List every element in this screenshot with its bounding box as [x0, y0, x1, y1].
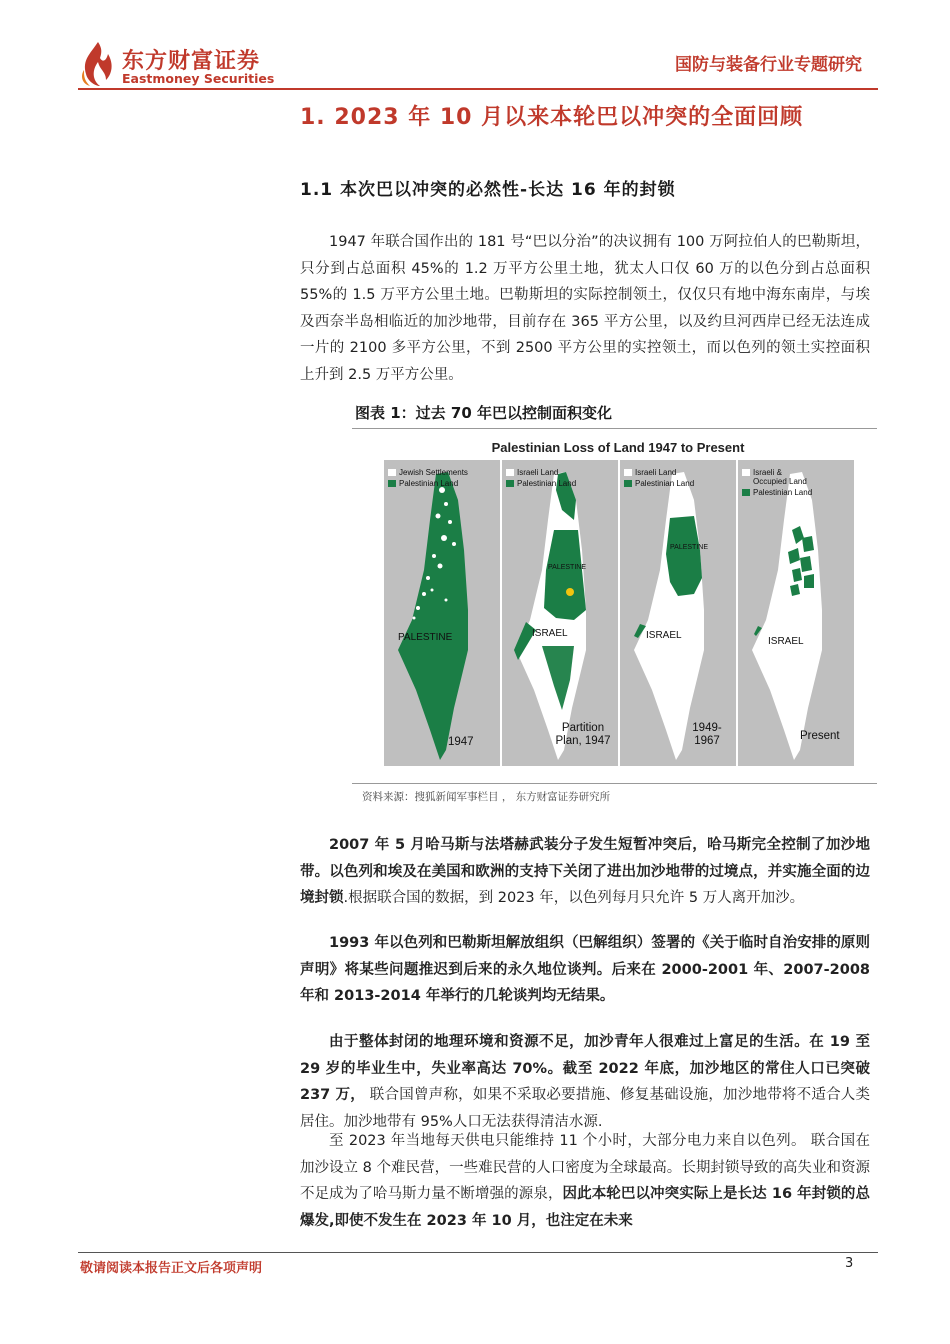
legend-swatch-white: [388, 469, 396, 476]
report-type-label: 国防与装备行业专题研究: [675, 55, 862, 75]
paragraph-1: 1947 年联合国作出的 181 号“巴以分治”的决议拥有 100 万阿拉伯人的巴勒斯坦，只分到占总面积 45%的 1.2 万平方公里土地，犹太人口仅 60 万的以色分到占总面积 55%的 1.5 万平方公里土地。巴勒斯坦的实际控制领土，仅仅只有地中海东南岸，与埃及西奈半岛相临近的加沙地带，目前存在 365 平方公里，以及约旦河西岸已经无法连成一片的 2100 多平方公里，不到 2500 平方公里的实控领土，而以色列的领土实控面积上升到 2.5 万平方公里。: [300, 234, 870, 383]
map-shape-1949-1967: [620, 460, 736, 766]
paragraph-5-bold: 因此本轮巴以冲突实际上是长达 16 年封锁的总爆发,即使不发生在 2023 年 10 月，也注定在未来: [300, 1186, 870, 1229]
inner-label-palestine: PALESTINE: [548, 564, 586, 571]
figure-caption: 图表 1：过去 70 年巴以控制面积变化: [355, 404, 612, 422]
paragraph-4-rest: 联合国曾声称，如果不采取必要措施、修复基础设施，加沙地带将不适合人类居住。加沙地带有 95%人口无法获得清洁水源.: [300, 1087, 870, 1130]
logo-text-cn: 东方财富证券: [122, 49, 261, 74]
legend-white-label: Israeli Land: [517, 468, 559, 477]
legend-swatch-green: [624, 480, 632, 487]
map-legend-present: [742, 468, 813, 499]
paragraph-2-rest: .根据联合国的数据，到 2023 年，以色列每月只允许 5 万人离开加沙。: [343, 890, 805, 906]
legend-white-label: Israeli Land: [635, 468, 677, 477]
legend-swatch-white: [624, 469, 632, 476]
legend-green-label: Palestinian Land: [517, 479, 577, 488]
region-label-israel: ISRAEL: [532, 628, 568, 639]
map-legend-1947: [388, 468, 468, 490]
map-legend-partition: [506, 468, 576, 490]
page-number: 3: [845, 1256, 854, 1271]
legend-swatch-white: [742, 469, 750, 476]
map-panel-present: [738, 460, 854, 766]
paragraph-4: [300, 1029, 870, 1135]
flame-logo-icon: [78, 40, 118, 88]
legend-swatch-green: [388, 480, 396, 487]
legend-swatch-green: [506, 480, 514, 487]
map-year-label: 1947: [448, 736, 474, 748]
paragraph-3: 1993 年以色列和巴勒斯坦解放组织（巴解组织）签署的《关于临时自治安排的原则声明》将某些问题推迟到后来的永久地位谈判。后来在 2000-2001 年、2007-2008 年和 2013-2014 年举行的几轮谈判均无结果。: [300, 935, 870, 1004]
header-divider: [78, 88, 878, 90]
region-label-israel: ISRAEL: [768, 636, 804, 647]
legend-white-label: Israeli & Occupied Land: [753, 468, 807, 486]
map-title: Palestinian Loss of Land 1947 to Present: [491, 440, 745, 455]
map-panel-1949-1967: [620, 460, 736, 766]
legend-swatch-white: [506, 469, 514, 476]
legend-green-label: Palestinian Land: [399, 479, 459, 488]
company-logo: [78, 40, 278, 92]
section-title: 1. 2023 年 10 月以来本轮巴以冲突的全面回顾: [300, 105, 804, 130]
figure-bottom-rule: [352, 783, 877, 784]
logo-text-en: Eastmoney Securities: [122, 71, 275, 86]
legend-swatch-green: [742, 489, 750, 496]
figure-top-rule: [352, 428, 877, 429]
map-panel-partition: [502, 460, 618, 766]
map-year-label: 1949- 1967: [692, 722, 722, 747]
region-label-israel: ISRAEL: [646, 630, 682, 641]
paragraph-5: [300, 1128, 870, 1234]
legend-white-label: Jewish Settlements: [399, 468, 468, 477]
section-subtitle: 1.1 本次巴以冲突的必然性-长达 16 年的封锁: [300, 180, 676, 200]
legend-green-label: Palestinian Land: [635, 479, 695, 488]
region-label-palestine: PALESTINE: [398, 632, 453, 643]
figure-source: 资料来源：搜狐新闻军事栏目 ， 东方财富证券研究所: [362, 791, 611, 803]
land-loss-map-figure: [384, 436, 852, 766]
map-year-label: Present: [800, 730, 840, 742]
paragraph-2-bold: 2007 年 5 月哈马斯与法塔赫武装分子发生短暂冲突后，哈马斯完全控制了加沙地带。以色列和埃及在美国和欧洲的支持下关闭了进出加沙地带的过境点，并实施全面的边境封锁: [300, 837, 870, 906]
paragraph-4-bold: 由于整体封闭的地理环境和资源不足，加沙青年人很难过上富足的生活。在 19 至 29 岁的毕业生中，失业率高达 70%。截至 2022 年底，加沙地区的常住人口已突破 237 万，: [300, 1034, 870, 1103]
map-legend-1949-1967: [624, 468, 694, 490]
page-header: [0, 0, 950, 92]
map-shape-partition: [502, 460, 618, 766]
footer-disclaimer-link[interactable]: 敬请阅读本报告正文后各项声明: [80, 1261, 263, 1276]
legend-green-label: Palestinian Land: [753, 488, 813, 497]
map-year-label: Partition Plan, 1947: [555, 722, 611, 747]
map-shape-present: [738, 460, 854, 766]
inner-label-palestine: PALESTINE: [670, 544, 708, 551]
paragraph-5-normal: 至 2023 年当地每天供电只能维持 11 个小时，大部分电力来自以色列。 联合国在加沙设立 8 个难民营，一些难民营的人口密度为全球最高。长期封锁导致的高失业和资源不足成为了哈马斯力量不断增强的源泉，: [300, 1133, 870, 1202]
footer-divider: [78, 1252, 878, 1253]
paragraph-2: [300, 832, 870, 912]
map-panel-1947: [384, 460, 500, 766]
map-shape-1947: [384, 460, 500, 766]
